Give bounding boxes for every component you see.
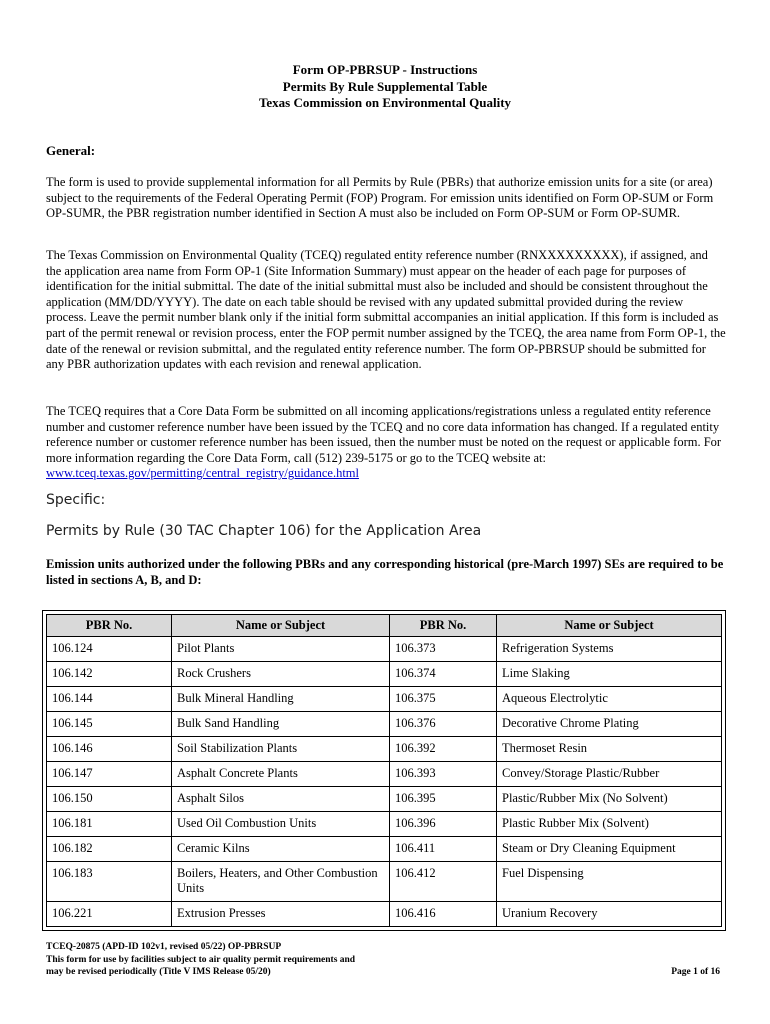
form-footer — [46, 941, 355, 979]
title-line-1: Form OP-PBRSUP - Instructions — [292, 62, 478, 77]
table-row — [47, 812, 722, 837]
pbr-table — [46, 614, 722, 927]
pbr-number: 106.181 — [47, 812, 172, 837]
pbr-name: Plastic/Rubber Mix (No Solvent) — [497, 787, 722, 812]
pbr-name: Bulk Sand Handling — [172, 712, 390, 737]
pbr-name: Extrusion Presses — [172, 902, 390, 927]
table-header-row — [47, 615, 722, 637]
pbr-name: Decorative Chrome Plating — [497, 712, 722, 737]
page-number: Page 1 of 16 — [671, 967, 720, 977]
pbr-number: 106.396 — [390, 812, 497, 837]
pbr-name: Rock Crushers — [172, 662, 390, 687]
header-name-right: Name or Subject — [497, 615, 722, 637]
emission-units-intro: Emission units authorized under the following PBRs and any corresponding historical (pre-March 1997) SEs are required to be listed in sections A, B, and D: — [46, 557, 724, 587]
specific-heading: Specific: — [46, 492, 106, 508]
pbr-number: 106.395 — [390, 787, 497, 812]
table-row — [47, 662, 722, 687]
general-paragraph-1: The form is used to provide supplemental information for all Permits by Rule (PBRs) that authorize emission units for a site (or area) subject to the requirements of the Federal Operating Permit (FOP) Program. For emission units identified on Form OP-SUM or Form OP-SUMR, the PBR registration number identified in Section A must also be included on Form OP-SUM or Form OP-SUMR. — [46, 175, 714, 221]
table-row — [47, 762, 722, 787]
pbr-number: 106.150 — [47, 787, 172, 812]
pbr-name: Ceramic Kilns — [172, 837, 390, 862]
pbr-number: 106.144 — [47, 687, 172, 712]
table-row — [47, 737, 722, 762]
pbr-number: 106.142 — [47, 662, 172, 687]
pbr-number: 106.412 — [390, 862, 497, 902]
table-row — [47, 837, 722, 862]
pbr-number: 106.182 — [47, 837, 172, 862]
general-paragraph-3 — [46, 404, 726, 482]
header-pbr-no-left: PBR No. — [47, 615, 172, 637]
title-line-2: Permits By Rule Supplemental Table — [282, 78, 488, 94]
pbr-number: 106.146 — [47, 737, 172, 762]
table-row — [47, 712, 722, 737]
pbr-name: Uranium Recovery — [497, 902, 722, 927]
pbr-number: 106.411 — [390, 837, 497, 862]
pbr-number: 106.145 — [47, 712, 172, 737]
table-row — [47, 637, 722, 662]
footer-usage-note: This form for use by facilities subject to air quality permit requirements and — [46, 954, 356, 965]
pbr-number: 106.392 — [390, 737, 497, 762]
pbr-number: 106.375 — [390, 687, 497, 712]
pbr-number: 106.416 — [390, 902, 497, 927]
pbr-name: Asphalt Concrete Plants — [172, 762, 390, 787]
pbr-number: 106.183 — [47, 862, 172, 902]
pbr-table-frame — [42, 610, 726, 931]
pbr-number: 106.393 — [390, 762, 497, 787]
general-heading: General: — [46, 143, 96, 158]
pbr-number: 106.147 — [47, 762, 172, 787]
pbr-name: Fuel Dispensing — [497, 862, 722, 902]
pbr-name: Lime Slaking — [497, 662, 722, 687]
pbr-number: 106.376 — [390, 712, 497, 737]
pbr-number: 106.221 — [47, 902, 172, 927]
pbr-number: 106.374 — [390, 662, 497, 687]
table-row — [47, 787, 722, 812]
document-title — [0, 62, 770, 112]
table-row — [47, 862, 722, 902]
pbr-number: 106.124 — [47, 637, 172, 662]
pbr-name: Steam or Dry Cleaning Equipment — [497, 837, 722, 862]
pbr-name: Plastic Rubber Mix (Solvent) — [497, 812, 722, 837]
tceq-guidance-link[interactable]: www.tceq.texas.gov/permitting/central_registry/guidance.html — [46, 466, 359, 481]
pbr-name: Soil Stabilization Plants — [172, 737, 390, 762]
title-line-3: Texas Commission on Environmental Quality — [258, 95, 512, 110]
pbr-number: 106.373 — [390, 637, 497, 662]
table-row — [47, 902, 722, 927]
pbr-name: Convey/Storage Plastic/Rubber — [497, 762, 722, 787]
pbr-area-heading: Permits by Rule (30 TAC Chapter 106) for the Application Area — [46, 523, 482, 539]
pbr-name: Bulk Mineral Handling — [172, 687, 390, 712]
pbr-name: Pilot Plants — [172, 637, 390, 662]
pbr-name: Asphalt Silos — [172, 787, 390, 812]
footer-form-id: TCEQ-20875 (APD-ID 102v1, revised 05/22) OP-PBRSUP — [46, 942, 282, 952]
pbr-name: Used Oil Combustion Units — [172, 812, 390, 837]
general-paragraph-2: The Texas Commission on Environmental Quality (TCEQ) regulated entity reference number (RNXXXXXXXXX), if assigned, and the application area name from Form OP-1 (Site Information Summary) must appear on the header of each page for purposes of identification for the initial submittal. The date of the initial submittal must also be included and should be consistent throughout the application (MM/DD/YYYY). The date on each table should be revised with any updated submittal provided during the review process. Leave the permit number blank only if the initial form submittal accompanies an initial application. If this form is included as part of the permit renewal or revision process, enter the FOP permit number assigned by the TCEQ, the area name from Form OP-1, the date of the renewal or revision submittal, and the regulated entity reference number. The form OP-PBRSUP should be submitted for any PBR authorization updates with each revision and renewal application. — [46, 248, 726, 372]
table-row — [47, 687, 722, 712]
header-name-left: Name or Subject — [172, 615, 390, 637]
pbr-name: Thermoset Resin — [497, 737, 722, 762]
header-pbr-no-right: PBR No. — [390, 615, 497, 637]
footer-revision-note: may be revised periodically (Title V IMS Release 05/20) — [46, 967, 271, 977]
pbr-name: Refrigeration Systems — [497, 637, 722, 662]
pbr-name: Boilers, Heaters, and Other Combustion Units — [172, 862, 390, 902]
pbr-name: Aqueous Electrolytic — [497, 687, 722, 712]
core-data-text: The TCEQ requires that a Core Data Form be submitted on all incoming applications/registrations unless a regulated entity reference number and customer reference number have been issued by the TCEQ and no core data information has changed. If a regulated entity reference number or customer reference number has been issued, then the number must be noted on the request or applicable form. For more information regarding the Core Data Form, call (512) 239-5175 or go to the TCEQ website at: — [46, 404, 722, 465]
